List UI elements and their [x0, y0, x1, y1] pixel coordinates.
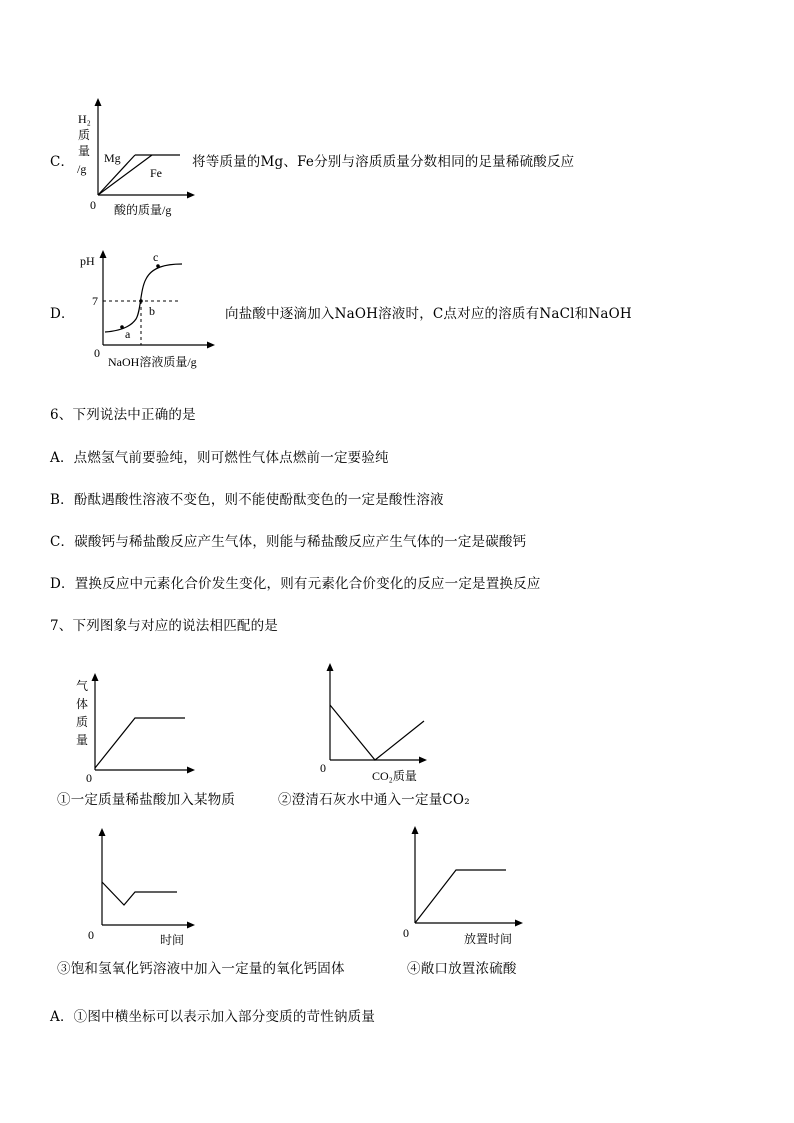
series-label-fe: Fe	[150, 166, 162, 180]
ph-curve	[105, 264, 182, 332]
y-label-unit: /g	[77, 162, 87, 176]
graph-3-line	[102, 882, 177, 905]
graph-1-line	[95, 718, 185, 768]
y-label-ph: pH	[80, 254, 95, 268]
q6-option-a: A．点燃氢气前要验纯，则可燃性气体点燃前一定要验纯	[50, 450, 389, 466]
y-label-4: 量	[76, 733, 89, 747]
option-c-text: 将等质量的Mg、Fe分别与溶质质量分数相同的足量稀硫酸反应	[192, 154, 575, 170]
option-c-graph	[70, 95, 200, 220]
label-b: b	[149, 304, 155, 318]
q7-caption-4: ④敞口放置浓硫酸	[407, 961, 517, 977]
graph-2-line	[330, 705, 424, 760]
q7-caption-2: ②澄清石灰水中通入一定量CO₂	[278, 792, 470, 808]
q6-option-c: C．碳酸钙与稀盐酸反应产生气体，则能与稀盐酸反应产生气体的一定是碳酸钙	[50, 534, 527, 550]
origin-label: 0	[90, 198, 96, 212]
q7-caption-1: ①一定质量稀盐酸加入某物质	[57, 792, 236, 808]
y-label-zhi: 质	[78, 128, 91, 142]
q7-graph-1	[70, 670, 210, 785]
y-label-liang: 量	[78, 144, 91, 158]
x-axis-label: CO₂质量	[372, 769, 417, 783]
label-a: a	[125, 327, 131, 341]
point-a	[120, 325, 124, 329]
origin-label: 0	[320, 761, 326, 775]
origin-label: 0	[86, 771, 92, 785]
origin-label: 0	[94, 346, 100, 360]
q7-option-a: A．①图中横坐标可以表示加入部分变质的苛性钠质量	[50, 1009, 376, 1025]
x-axis-label: 时间	[160, 933, 185, 947]
q7-graph-3	[80, 825, 205, 950]
option-c-label: C．	[50, 154, 75, 170]
q7-caption-3: ③饱和氢氧化钙溶液中加入一定量的氧化钙固体	[57, 961, 345, 977]
option-d-graph	[78, 245, 218, 370]
tick-7: 7	[92, 294, 98, 308]
y-label-1: 气	[76, 679, 89, 693]
q7-stem: 7、下列图象与对应的说法相匹配的是	[50, 618, 278, 634]
point-c	[156, 264, 160, 268]
label-c: c	[153, 250, 159, 264]
x-axis-label: NaOH溶液质量/g	[108, 355, 197, 369]
q7-graph-2	[312, 660, 437, 788]
option-d-text: 向盐酸中逐滴加入NaOH溶液时，C点对应的溶质有NaCl和NaOH	[225, 306, 632, 322]
origin-label: 0	[88, 928, 94, 942]
x-axis-label: 放置时间	[464, 932, 513, 946]
q6-option-d: D．置换反应中元素化合价发生变化，则有元素化合价变化的反应一定是置换反应	[50, 576, 541, 592]
graph-4-line	[415, 870, 506, 923]
y-label-3: 质	[76, 715, 89, 729]
origin-label: 0	[403, 926, 409, 940]
q7-graph-4	[398, 823, 533, 948]
q6-option-b: B．酚酞遇酸性溶液不变色，则不能使酚酞变色的一定是酸性溶液	[50, 492, 444, 508]
x-axis-label: 酸的质量/g	[114, 203, 172, 217]
option-d-label: D．	[50, 306, 75, 322]
y-label-2: 体	[76, 697, 89, 711]
q6-stem: 6、下列说法中正确的是	[50, 407, 196, 423]
series-label-mg: Mg	[104, 151, 121, 165]
y-label-h2: H₂	[78, 112, 91, 126]
point-b	[139, 299, 143, 303]
